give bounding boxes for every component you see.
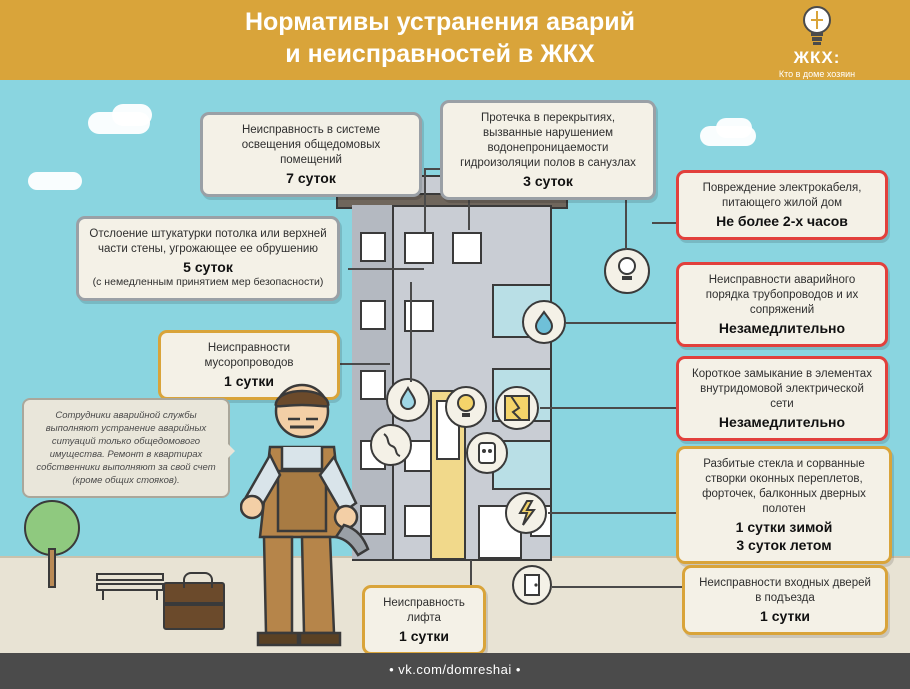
cloud-icon xyxy=(28,172,82,190)
brand-logo xyxy=(742,4,892,79)
callout-lighting-term: 7 суток xyxy=(286,170,336,186)
callout-garbage-chute-text: Неисправности мусоропроводов xyxy=(204,342,294,369)
window xyxy=(452,232,482,264)
tree-trunk xyxy=(48,548,56,588)
detail-circle-pipe-drop xyxy=(522,300,566,344)
callout-elevator-term: 1 сутки xyxy=(399,628,449,644)
window xyxy=(404,300,434,332)
leader-line-vertical xyxy=(424,168,426,232)
footer-link[interactable]: • vk.com/domreshai • xyxy=(389,662,521,677)
detail-circle-short-circuit xyxy=(505,492,547,534)
detail-circle-lamp-upper xyxy=(604,248,650,294)
callout-electric-cable[interactable] xyxy=(676,170,888,240)
page-header xyxy=(0,0,910,80)
page-footer xyxy=(0,653,910,689)
callout-elevator-text: Неисправность лифта xyxy=(383,597,465,624)
callout-lighting-text: Неисправность в системе освещения общедомовых помещений xyxy=(241,124,381,166)
callout-windows-term: 1 сутки зимой xyxy=(735,519,833,535)
leader-line-vertical xyxy=(410,282,412,382)
leader-line xyxy=(348,268,424,270)
window xyxy=(404,232,434,264)
page-title xyxy=(120,6,760,70)
callout-windows[interactable] xyxy=(676,446,892,564)
detail-circle-lamp xyxy=(445,386,487,428)
page-title-line1: Нормативы устранения аварий xyxy=(244,8,636,36)
toolbag-icon xyxy=(163,582,225,630)
callout-electric-cable-text: Повреждение электрокабеля, питающего жилой дом xyxy=(702,182,862,209)
callout-short-circuit-text: Короткое замыкание в элементах внутридомовой электрической сети xyxy=(692,368,872,410)
callout-leak-ceiling-text: Протечка в перекрытиях, вызванные нарушением водонепроницаемости гидроизоляции полов в санузлах xyxy=(460,112,636,169)
worker-illustration xyxy=(240,375,380,655)
detail-circle-broken-window xyxy=(495,386,539,430)
leader-line xyxy=(552,586,682,588)
callout-pipelines-text: Неисправности аварийного порядка трубопроводов и их сопряжений xyxy=(705,274,859,316)
callout-windows-text: Разбитые стекла и сорванные створки оконных переплетов, форточек, балконных дверных полотен xyxy=(702,458,866,515)
detail-circle-entrance xyxy=(512,565,552,605)
callout-leak-ceiling[interactable] xyxy=(440,100,656,200)
logo-name: ЖКХ: xyxy=(793,48,841,67)
callout-pipelines-term: Незамедлительно xyxy=(718,320,846,336)
service-note-bubble xyxy=(22,398,230,498)
callout-entrance-doors-term: 1 сутки xyxy=(760,608,810,624)
leader-line xyxy=(548,512,680,514)
logo-slogan: Кто в доме хозяин xyxy=(778,69,856,79)
callout-plaster-term: 5 суток xyxy=(183,259,233,275)
detail-circle-socket xyxy=(466,432,508,474)
callout-lighting[interactable] xyxy=(200,112,422,197)
callout-electric-cable-term: Не более 2-х часов xyxy=(716,213,848,229)
callout-windows-term2: 3 суток летом xyxy=(736,537,832,553)
window xyxy=(360,300,386,330)
callout-plaster[interactable] xyxy=(76,216,340,301)
leader-line xyxy=(566,322,680,324)
leader-line xyxy=(540,407,682,409)
callout-short-circuit-term: Незамедлительно xyxy=(718,414,846,430)
callout-pipelines[interactable] xyxy=(676,262,888,347)
detail-circle-leak xyxy=(386,378,430,422)
lightbulb-icon xyxy=(800,4,834,50)
callout-entrance-doors-text: Неисправности входных дверей в подъезда xyxy=(699,577,871,604)
callout-entrance-doors[interactable] xyxy=(682,565,888,635)
bench-icon xyxy=(95,570,165,602)
callout-leak-ceiling-term: 3 суток xyxy=(523,173,573,189)
cloud-icon xyxy=(112,104,152,126)
page-title-line2: и неисправностей в ЖКХ xyxy=(285,40,595,68)
cloud-icon xyxy=(716,118,752,138)
callout-elevator[interactable] xyxy=(362,585,486,655)
callout-plaster-text: Отслоение штукатурки потолка или верхней части стены, угрожающее ее обрушению xyxy=(89,228,327,255)
callout-short-circuit[interactable] xyxy=(676,356,888,441)
service-note-text: Сотрудники аварийной службы выполняют устранение аварийных ситуаций только общедомового имущества. Ремонт в квартирах собственники выполняют за свой счет (кроме общих стояков). xyxy=(36,410,216,486)
window xyxy=(360,232,386,262)
callout-plaster-note: (с немедленным принятием мер безопасности) xyxy=(92,276,324,288)
callout-garbage-chute-term: 1 сутки xyxy=(224,373,274,389)
